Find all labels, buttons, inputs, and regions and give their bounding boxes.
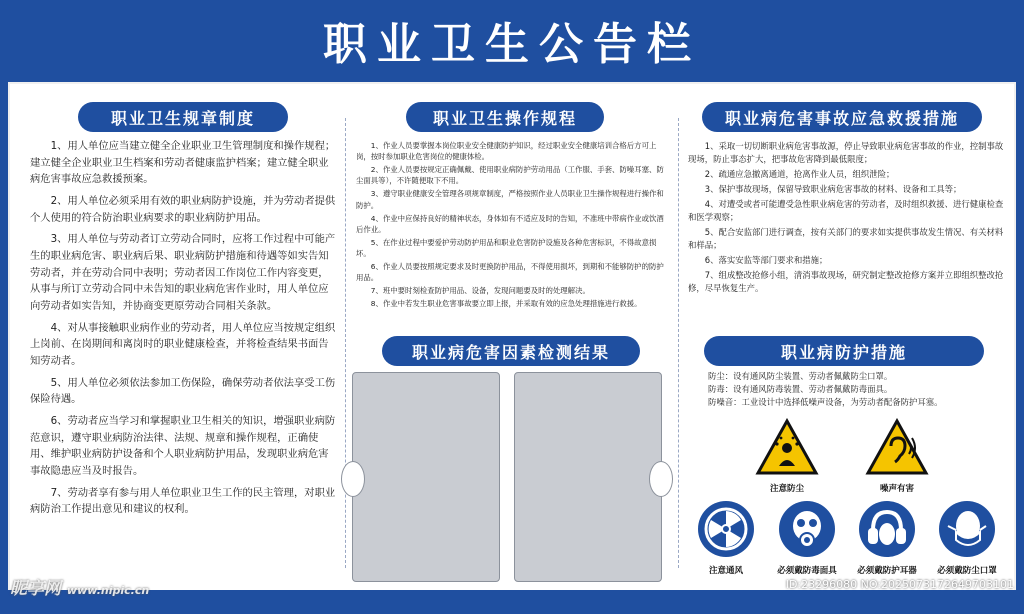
bottom-bar <box>0 590 1024 614</box>
measure-paragraph: 7、组成整改抢修小组，清消事故现场，研究制定整改抢修方案并立即组织整改抢修，尽早恢复生产。 <box>688 270 1004 294</box>
operation-paragraph: 4、作业中应保持良好的精神状态，身体如有不适应及时的告知，不准班中带病作业或饮酒后作业。 <box>356 213 664 234</box>
column-divider-left <box>345 118 346 568</box>
measure-paragraph: 3、保护事故现场，保留导致职业病危害事故的材料、设备和工具等； <box>704 184 962 195</box>
warning-sign-noise <box>862 418 932 494</box>
left-rules <box>30 138 336 523</box>
operation-paragraph: 6、作业人员要按照规定要求及时更换防护用品，不得使用损坏，到期和不能够防护的防护用品。 <box>356 262 664 283</box>
measure-paragraph: 5、配合安监部门进行调查，按有关部门的要求如实提供事故发生情况、有关材料和样品； <box>688 227 1004 251</box>
measure-paragraph: 1、采取一切切断职业病危害事故源，停止导致职业病危害事故的作业，控制事故现场，防止事态扩大，把事故危害降到最低限度； <box>688 141 1004 165</box>
sign-label: 必须戴防尘口罩 <box>937 566 997 576</box>
sign-label: 注意防尘 <box>769 484 804 494</box>
page-title: 职业卫生公告栏 <box>323 19 701 70</box>
sign-label: 必须戴防护耳器 <box>857 566 917 576</box>
operation-paragraph: 2、作业人员要按规定正确佩戴、使用职业病防护劳动用品（工作服、手套、防噪耳塞、防尘面具等），不许随便取下不用。 <box>356 165 664 186</box>
rule-paragraph: 6、劳动者应当学习和掌握职业卫生相关的知识，增强职业病防范意识，遵守职业病防治法律、法规、规章和操作规程，正确使用、维护职业病防护设备和个人职业病防护用品，发现职业病危害事故隐患应当及时报告。 <box>30 415 336 478</box>
dust-warning-icon <box>755 418 819 476</box>
operation-paragraph: 8、作业中若发生职业危害事故要立即上报，并采取有效的应急处理措施进行救援。 <box>370 299 642 309</box>
title-banner <box>0 0 1024 80</box>
sign-label: 注意通风 <box>708 566 743 576</box>
noise-warning-icon <box>865 418 929 476</box>
operation-rules <box>356 140 668 312</box>
board-notch <box>649 461 673 497</box>
mandatory-sign-gas-mask <box>766 500 848 576</box>
protect-heading: 职业病防护措施 <box>704 336 984 366</box>
operation-paragraph: 3、遵守职业健康安全管理各项规章制度，严格按照作业人员职业卫生操作规程进行操作和防护。 <box>356 189 664 210</box>
sign-label: 噪声有害 <box>879 484 914 494</box>
middle-heading: 职业卫生操作规程 <box>406 102 604 132</box>
results-board-right <box>514 372 662 582</box>
protect-measures <box>708 370 1008 409</box>
mandatory-sign-dust-mask <box>926 500 1008 576</box>
right-heading: 职业病危害事故应急救援措施 <box>702 102 982 132</box>
measure-paragraph: 2、疏通应急撤离通道，抢离作业人员，组织泄险； <box>704 169 895 180</box>
left-heading: 职业卫生规章制度 <box>78 102 288 132</box>
protect-line: 防噪音：工业设计中选择低噪声设备，为劳动者配备防护耳塞。 <box>708 397 943 408</box>
warning-sign-dust <box>752 418 822 494</box>
watermark-logo <box>10 574 149 599</box>
sign-label: 必须戴防毒面具 <box>777 566 837 576</box>
watermark-id: ID:23296080 NO:20250731726497​03101 <box>785 578 1014 591</box>
mandatory-sign-ear-protection <box>846 500 928 576</box>
protect-line: 防尘：设有通风防尘装置、劳动者佩戴防尘口罩。 <box>708 371 893 381</box>
emergency-measures <box>688 140 1006 297</box>
operation-paragraph: 5、在作业过程中要爱护劳动防护用品和职业危害防护设施及各种危害标识，不得故意损坏。 <box>356 237 657 258</box>
gas-mask-icon <box>778 500 836 558</box>
results-board-left <box>352 372 500 582</box>
board-notch <box>341 461 365 497</box>
column-divider-right <box>678 118 679 568</box>
results-heading: 职业病危害因素检测结果 <box>382 336 640 366</box>
measure-paragraph: 4、对遭受或者可能遭受急性职业病危害的劳动者，及时组织救援、进行健康检查和医学观察； <box>688 199 1004 223</box>
ear-muff-icon <box>858 500 916 558</box>
operation-paragraph: 1、作业人员要掌握本岗位职业安全健康防护知识，经过职业安全健康培训合格后方可上岗，按时参加职业危害岗位的健康体检。 <box>356 141 657 162</box>
rule-paragraph: 5、用人单位必须依法参加工伤保险，确保劳动者依法享受工伤保险待遇。 <box>30 376 336 406</box>
dust-mask-icon <box>938 500 996 558</box>
protect-line: 防毒：设有通风防毒装置、劳动者佩戴防毒面具。 <box>708 384 893 395</box>
measure-paragraph: 6、落实安监等部门要求和措施； <box>704 255 828 266</box>
watermark-logo-text: 昵享网 <box>10 579 61 599</box>
rule-paragraph: 4、对从事接触职业病作业的劳动者，用人单位应当按规定组织上岗前、在岗期间和离岗时的职业健康检查，并将检查结果书面告知劳动者。 <box>30 321 336 368</box>
rule-paragraph: 7、劳动者享有参与用人单位职业卫生工作的民主管理，对职业病防治工作提出意见和建议的权利。 <box>30 486 336 516</box>
watermark-url: www.nipic.cn <box>66 584 150 597</box>
rule-paragraph: 2、用人单位必须采用有效的职业病防护设施，并为劳动者提供个人使用的符合防治职业病要求的职业病防护用品。 <box>30 195 336 224</box>
fan-icon <box>697 500 755 558</box>
mandatory-sign-ventilation <box>688 500 764 576</box>
operation-paragraph: 7、班中要时刻检查防护用品、设备，发现问题要及时的处理解决。 <box>370 286 590 296</box>
rule-paragraph: 1、用人单位应当建立健全企业职业卫生管理制度和操作规程；建立健全企业职业卫生档案和劳动者健康监护档案；建立健全职业病危害事故应急救援预案。 <box>30 140 336 186</box>
rule-paragraph: 3、用人单位与劳动者订立劳动合同时，应将工作过程中可能产生的职业病危害、职业病后果、职业病防护措施和待遇等如实告知劳动者，并在劳动合同中表明；劳动者因工作岗位工作内容变更，从事与所订立劳动合同中未告知的职业病危害作业时，用人单位应向劳动者如实告知，并协商变更原劳动合同相关条款。 <box>30 233 336 313</box>
